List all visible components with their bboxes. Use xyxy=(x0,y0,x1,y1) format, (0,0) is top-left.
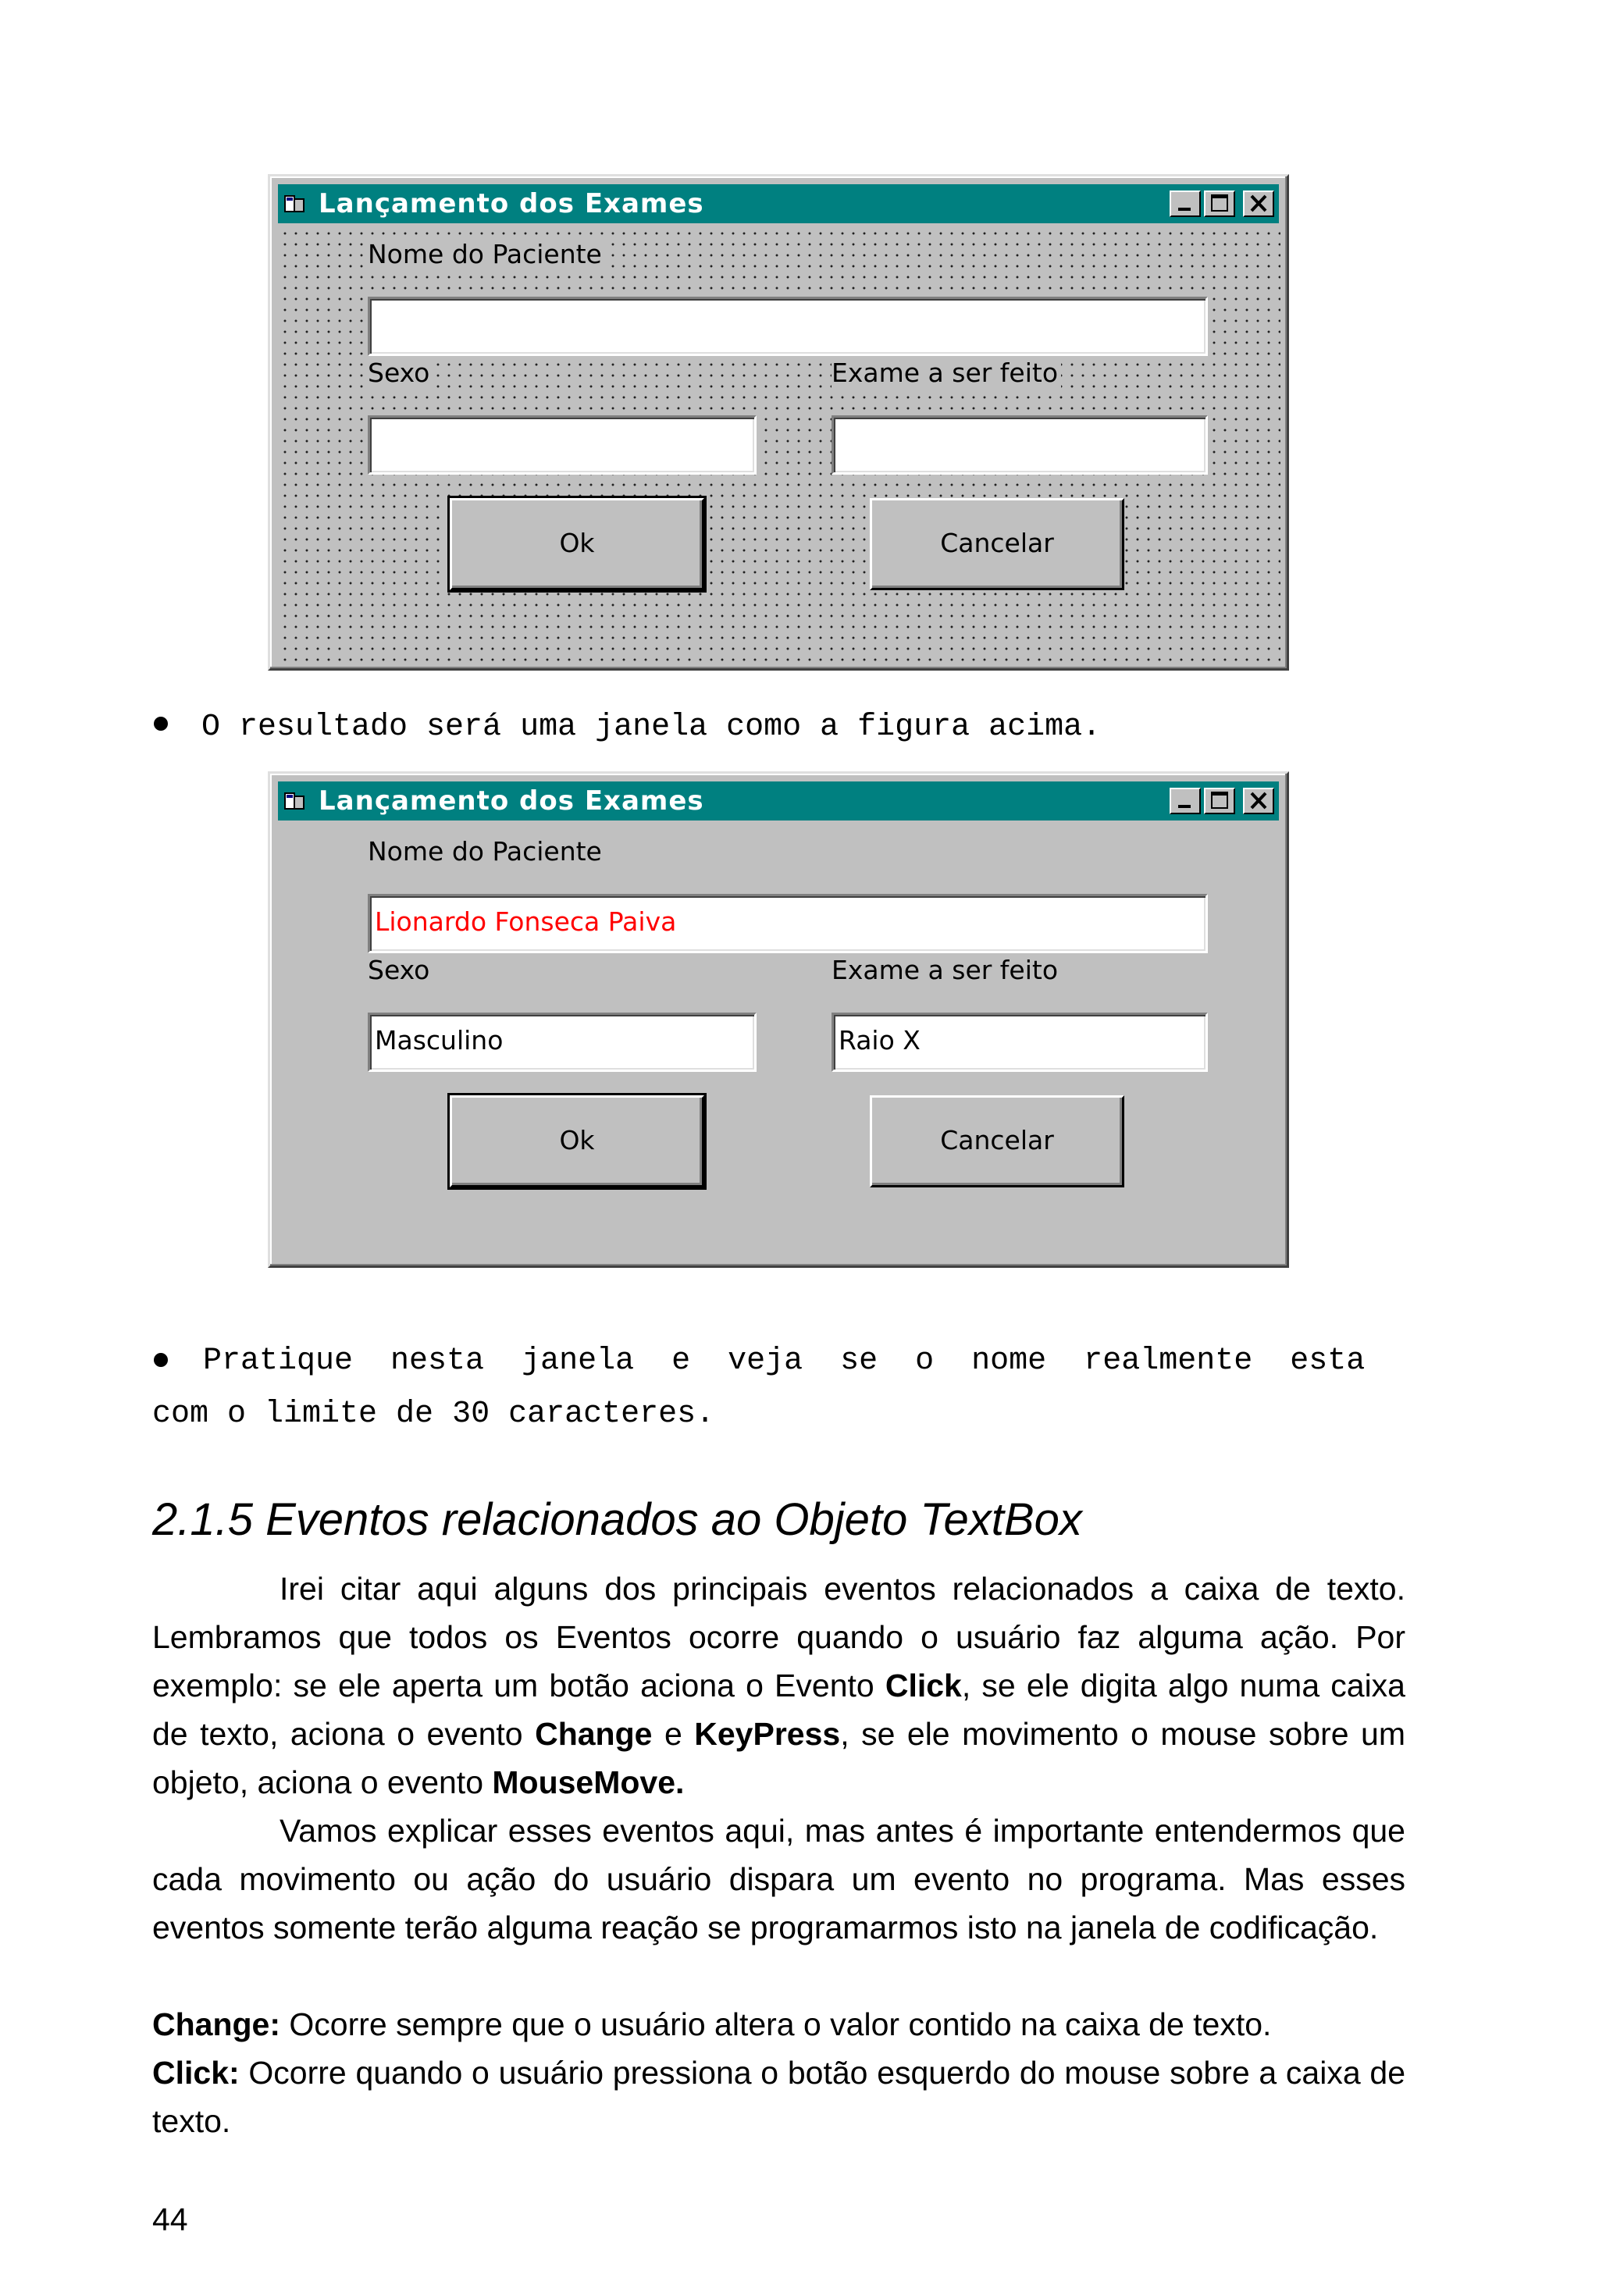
minimize-icon xyxy=(1171,789,1199,813)
input-nome-paciente[interactable] xyxy=(368,297,1208,356)
close-icon xyxy=(1245,192,1273,215)
paragraph-text: , se ele digita algo numa caixa de texto, aciona o evento xyxy=(152,1668,1405,1752)
label-nome-paciente: Nome do Paciente xyxy=(368,239,605,270)
maximize-icon xyxy=(1205,192,1234,215)
form-window-design xyxy=(268,174,1289,671)
cancel-button[interactable]: Cancelar xyxy=(870,1095,1124,1187)
label-sexo: Sexo xyxy=(368,955,433,986)
maximize-button[interactable] xyxy=(1204,788,1235,814)
form-app-icon xyxy=(284,194,304,214)
paragraph-text: e xyxy=(652,1716,695,1752)
ok-button[interactable]: Ok xyxy=(450,498,704,590)
form-app-icon xyxy=(284,791,304,811)
caption-practice-line1: Pratique nesta janela e veja se o nome realmente esta xyxy=(203,1344,1366,1379)
term-keypress: KeyPress xyxy=(694,1716,841,1752)
paragraph-events-intro xyxy=(152,1564,1405,1807)
title-bar xyxy=(278,184,1279,223)
design-grid xyxy=(276,225,1280,662)
term-mousemove: MouseMove. xyxy=(492,1764,685,1800)
bullet xyxy=(154,717,168,731)
window-title: Lançamento dos Exames xyxy=(319,188,704,219)
paragraph-text: , se ele movimento o mouse sobre um objeto, aciona o evento xyxy=(152,1716,1405,1800)
form-client-area xyxy=(276,822,1280,1259)
close-icon xyxy=(1245,789,1273,813)
cancel-button[interactable]: Cancelar xyxy=(870,498,1124,590)
close-button[interactable] xyxy=(1243,190,1274,217)
definition-text: Ocorre quando o usuário pressiona o botão esquerdo do mouse sobre a caixa de texto. xyxy=(152,2055,1405,2139)
label-exame: Exame a ser feito xyxy=(832,955,1061,986)
maximize-icon xyxy=(1205,789,1234,813)
section-heading: 2.1.5 Eventos relacionados ao Objeto TextBox xyxy=(152,1494,1082,1545)
minimize-button[interactable] xyxy=(1170,190,1201,217)
minimize-button[interactable] xyxy=(1170,788,1201,814)
title-bar xyxy=(278,781,1279,821)
bullet xyxy=(154,1353,168,1367)
input-sexo[interactable]: Masculino xyxy=(368,1013,757,1072)
input-nome-paciente[interactable]: Lionardo Fonseca Paiva xyxy=(368,894,1208,953)
caption-practice-line2: com o limite de 30 caracteres. xyxy=(152,1397,715,1432)
label-exame: Exame a ser feito xyxy=(832,358,1061,389)
definition-text: Ocorre sempre que o usuário altera o valor contido na caixa de texto. xyxy=(280,2006,1272,2042)
label-nome-paciente: Nome do Paciente xyxy=(368,836,605,867)
input-exame[interactable]: Raio X xyxy=(832,1013,1208,1072)
term-click: Click xyxy=(885,1668,962,1703)
page-number: 44 xyxy=(152,2202,188,2237)
definition-click xyxy=(152,2049,1405,2145)
input-sexo[interactable] xyxy=(368,415,757,475)
window-title: Lançamento dos Exames xyxy=(319,785,704,817)
definition-change xyxy=(152,2000,1405,2049)
form-window-running xyxy=(268,771,1289,1268)
ok-button[interactable]: Ok xyxy=(450,1095,704,1187)
maximize-button[interactable] xyxy=(1204,190,1235,217)
close-button[interactable] xyxy=(1243,788,1274,814)
caption-result: O resultado será uma janela como a figura acima. xyxy=(201,710,1102,745)
minimize-icon xyxy=(1171,192,1199,215)
paragraph-text: Irei citar aqui alguns dos principais eventos relacionados a caixa de texto. Lembramos que todos os Eventos ocorre quando o usuário faz alguma ação. Por exemplo: se ele aperta um botão aciona o Evento xyxy=(152,1571,1405,1703)
paragraph-events-explain: Vamos explicar esses eventos aqui, mas antes é importante entendermos que cada movimento ou ação do usuário dispara um evento no programa. Mas esses eventos somente terão alguma reação se programarmos isto na janela de codificação. xyxy=(152,1813,1405,1945)
term-change: Change xyxy=(535,1716,653,1752)
label-sexo: Sexo xyxy=(368,358,433,389)
input-exame[interactable] xyxy=(832,415,1208,475)
term-change: Change: xyxy=(152,2006,280,2042)
term-click: Click: xyxy=(152,2055,240,2091)
